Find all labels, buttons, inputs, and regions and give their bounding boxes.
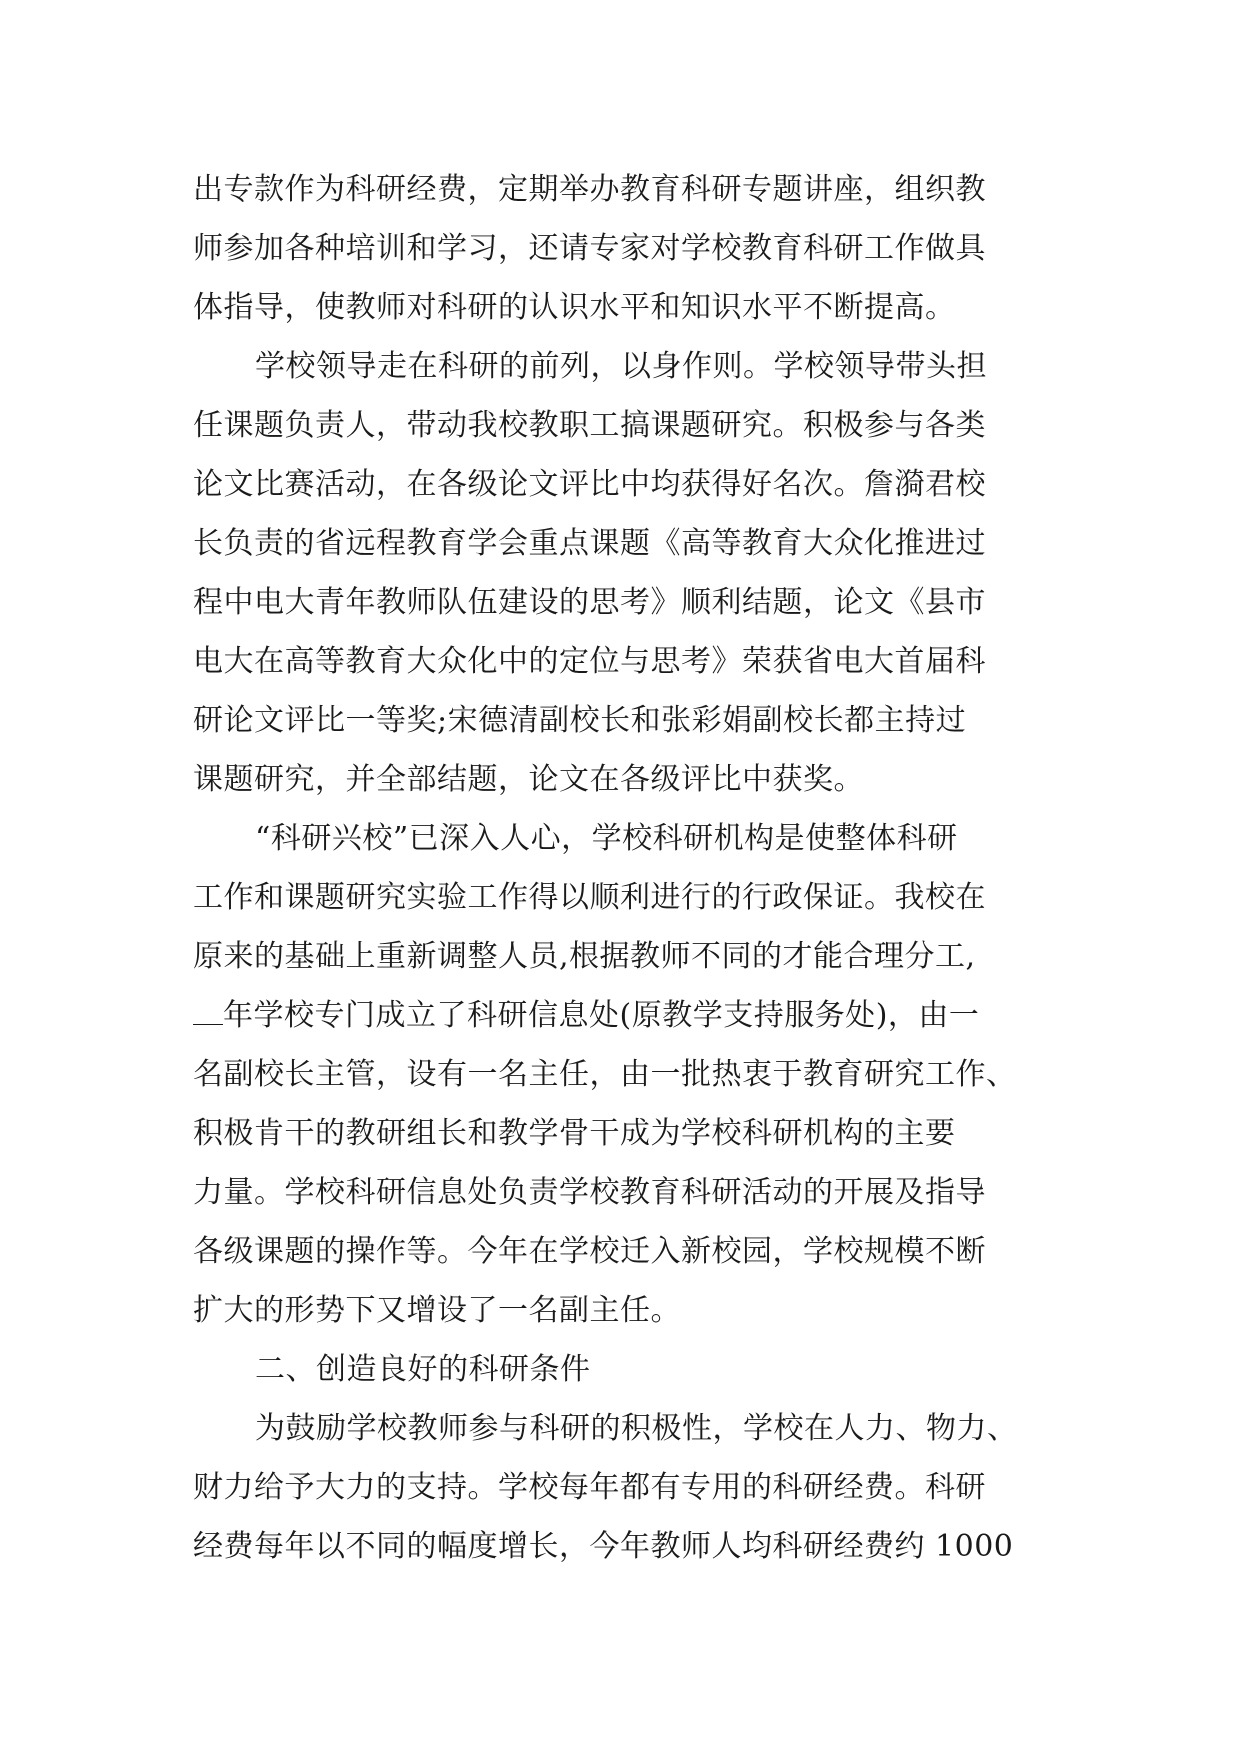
text-line: 研论文评比一等奖;宋德清副校长和张彩娟副校长都主持过 [193, 703, 967, 738]
text-line: 财力给予大力的支持。学校每年都有专用的科研经费。科研 [193, 1470, 986, 1505]
text-line: 程中电大青年教师队伍建设的思考》顺利结题，论文《县市 [193, 585, 986, 620]
text-line: 出专款作为科研经费，定期举办教育科研专题讲座，组织教 [193, 172, 986, 207]
text-line: 电大在高等教育大众化中的定位与思考》荣获省电大首届科 [193, 644, 986, 679]
text-line: 任课题负责人，带动我校教职工搞课题研究。积极参与各类 [193, 408, 986, 443]
text-line: 原来的基础上重新调整人员,根据教师不同的才能合理分工, [193, 939, 976, 974]
section-heading: 二、创造良好的科研条件 [255, 1352, 591, 1387]
text-line: 论文比赛活动，在各级论文评比中均获得好名次。詹漪君校 [193, 467, 986, 502]
text-line: 扩大的形势下又增设了一名副主任。 [193, 1293, 681, 1328]
paragraph-start-line: 为鼓励学校教师参与科研的积极性，学校在人力、物力、 [255, 1411, 1018, 1446]
text-line: 经费每年以不同的幅度增长，今年教师人均科研经费约 1000 [193, 1529, 1014, 1564]
text-line-content: 年学校专门成立了科研信息处(原教学支持服务处)，由一 [223, 998, 980, 1033]
paragraph-start-line: “科研兴校”已深入人心，学校科研机构是使整体科研 [255, 821, 958, 856]
text-line: 师参加各种培训和学习，还请专家对学校教育科研工作做具 [193, 231, 986, 266]
text-line: 长负责的省远程教育学会重点课题《高等教育大众化推进过 [193, 526, 986, 561]
text-line: 体指导，使教师对科研的认识水平和知识水平不断提高。 [193, 290, 956, 325]
text-line: 各级课题的操作等。今年在学校迁入新校园，学校规模不断 [193, 1234, 986, 1269]
text-line-with-blank [193, 986, 1053, 1045]
blank-underline [193, 990, 223, 1025]
paragraph-start-line: 学校领导走在科研的前列，以身作则。学校领导带头担 [255, 349, 987, 384]
text-line: 力量。学校科研信息处负责学校教育科研活动的开展及指导 [193, 1175, 986, 1210]
text-line: 名副校长主管，设有一名主任，由一批热衷于教育研究工作、 [193, 1057, 1017, 1092]
body-text [193, 160, 1053, 1576]
text-line: 工作和课题研究实验工作得以顺利进行的行政保证。我校在 [193, 880, 986, 915]
text-line: 积极肯干的教研组长和教学骨干成为学校科研机构的主要 [193, 1116, 956, 1151]
text-line: 课题研究，并全部结题，论文在各级评比中获奖。 [193, 762, 864, 797]
